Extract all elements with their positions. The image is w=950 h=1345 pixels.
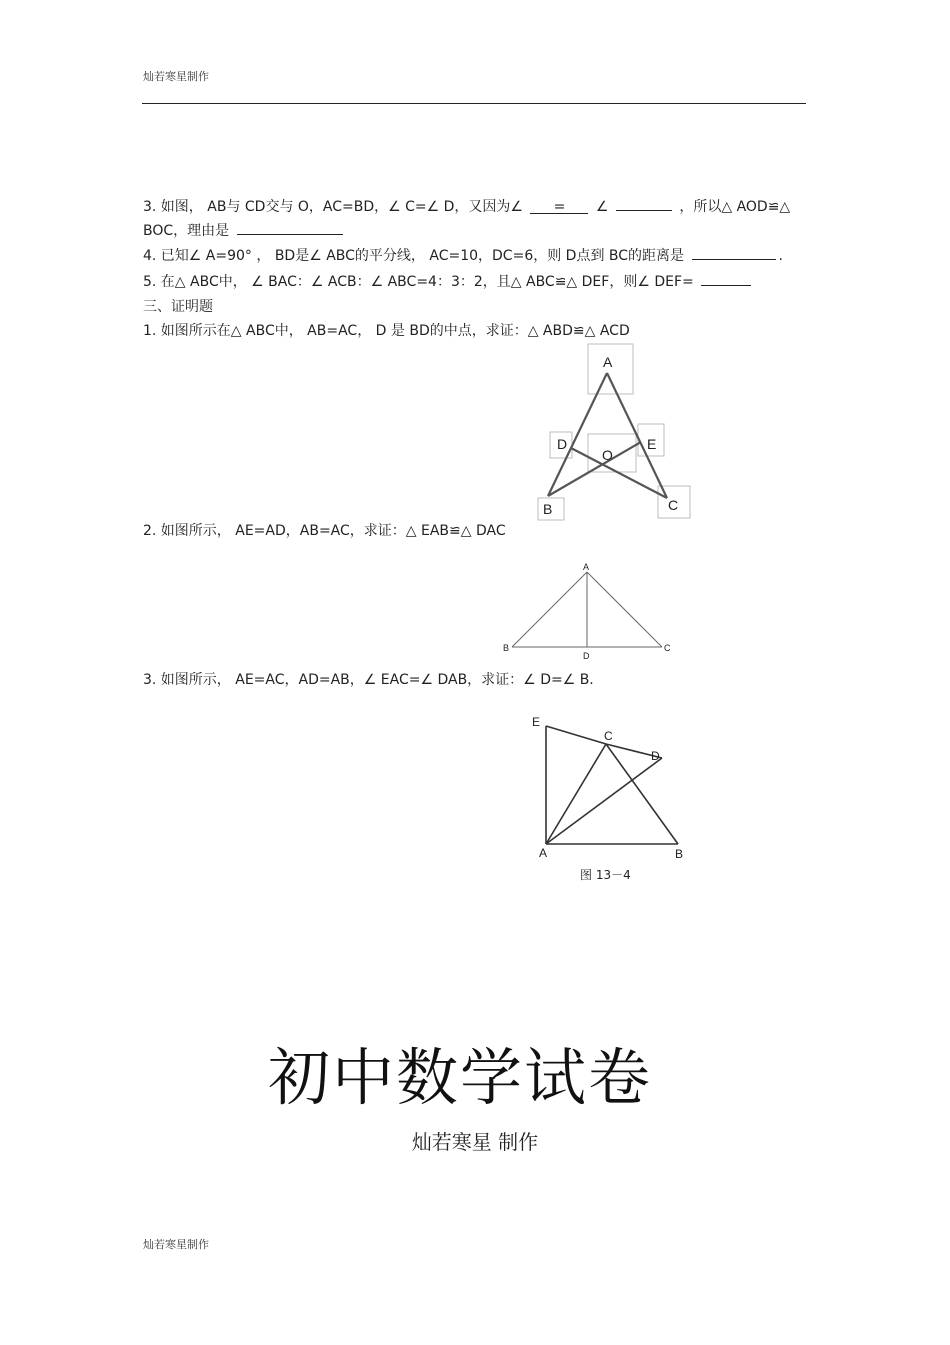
proof-3: 3. 如图所示， AE=AC，AD=AB，∠ EAC=∠ DAB，求证：∠ D=∠ B. [143, 672, 594, 688]
exam-title: 初中数学试卷 [267, 1041, 652, 1114]
fig2-label-c: C [664, 643, 671, 653]
fig3-label-b: B [675, 847, 684, 860]
page-header: 灿若寒星制作 [143, 70, 209, 83]
fig3-label-e: E [532, 715, 541, 729]
question-5 [143, 271, 754, 291]
fig3-label-d: D [651, 749, 660, 763]
fig1-label-e: E [647, 436, 657, 452]
fig1-label-o: O [602, 447, 613, 463]
figure-3 [528, 710, 698, 860]
fig3-label-c: C [604, 729, 613, 743]
header-rule [142, 103, 806, 104]
question-3-line-2 [143, 220, 346, 240]
page-footer: 灿若寒星制作 [143, 1238, 209, 1251]
fig2-label-d: D [583, 651, 590, 661]
question-3-line-1 [143, 196, 790, 216]
section-title: 三、证明题 [143, 299, 213, 315]
figure-3-lines [546, 726, 678, 844]
figure-1 [530, 338, 710, 528]
q5-blank [701, 271, 751, 286]
q4-text: 4. 已知∠ A=90° ， BD是∠ ABC的平分线， AC=10，DC=6，则 D点到 BC的距离是 [143, 248, 685, 264]
q3-line2: BOC，理由是 [143, 223, 230, 239]
q5-text: 5. 在△ ABC中， ∠ BAC：∠ ACB：∠ ABC=4：3：2，且△ ABC≌△ DEF，则∠ DEF= [143, 274, 694, 290]
figure-2-lines [512, 572, 662, 647]
proof-2: 2. 如图所示， AE=AD，AB=AC，求证：△ EAB≌△ DAC [143, 523, 506, 539]
fig2-label-b: B [503, 643, 510, 653]
q3-part3: ，所以△ AOD≌△ [679, 199, 791, 215]
figure-2 [498, 558, 678, 664]
q3-blank-2 [616, 196, 672, 211]
q4-blank [692, 245, 776, 260]
fig1-label-b: B [543, 501, 553, 517]
exam-subtitle: 灿若寒星 制作 [411, 1130, 539, 1154]
fig1-label-c: C [668, 497, 679, 513]
figure-3-caption: 图 13－4 [580, 868, 631, 882]
fig2-label-a: A [583, 562, 590, 572]
q4-end: . [778, 248, 783, 264]
fig3-label-a: A [539, 846, 548, 860]
figure-1-label-boxes [538, 344, 690, 520]
q3-part2: ∠ [595, 199, 609, 215]
q3-blank-1-mid: = [553, 199, 566, 215]
q3-part1: 3. 如图， AB与 CD交与 O，AC=BD，∠ C=∠ D，又因为∠ [143, 199, 523, 215]
q3-blank-3 [237, 220, 343, 235]
question-4 [143, 245, 783, 265]
fig1-label-a: A [603, 354, 613, 370]
fig1-label-d: D [557, 436, 568, 452]
proof-1: 1. 如图所示在△ ABC中， AB=AC， D 是 BD的中点，求证：△ ABD≌△ ACD [143, 323, 630, 339]
q3-blank-1 [530, 199, 588, 214]
